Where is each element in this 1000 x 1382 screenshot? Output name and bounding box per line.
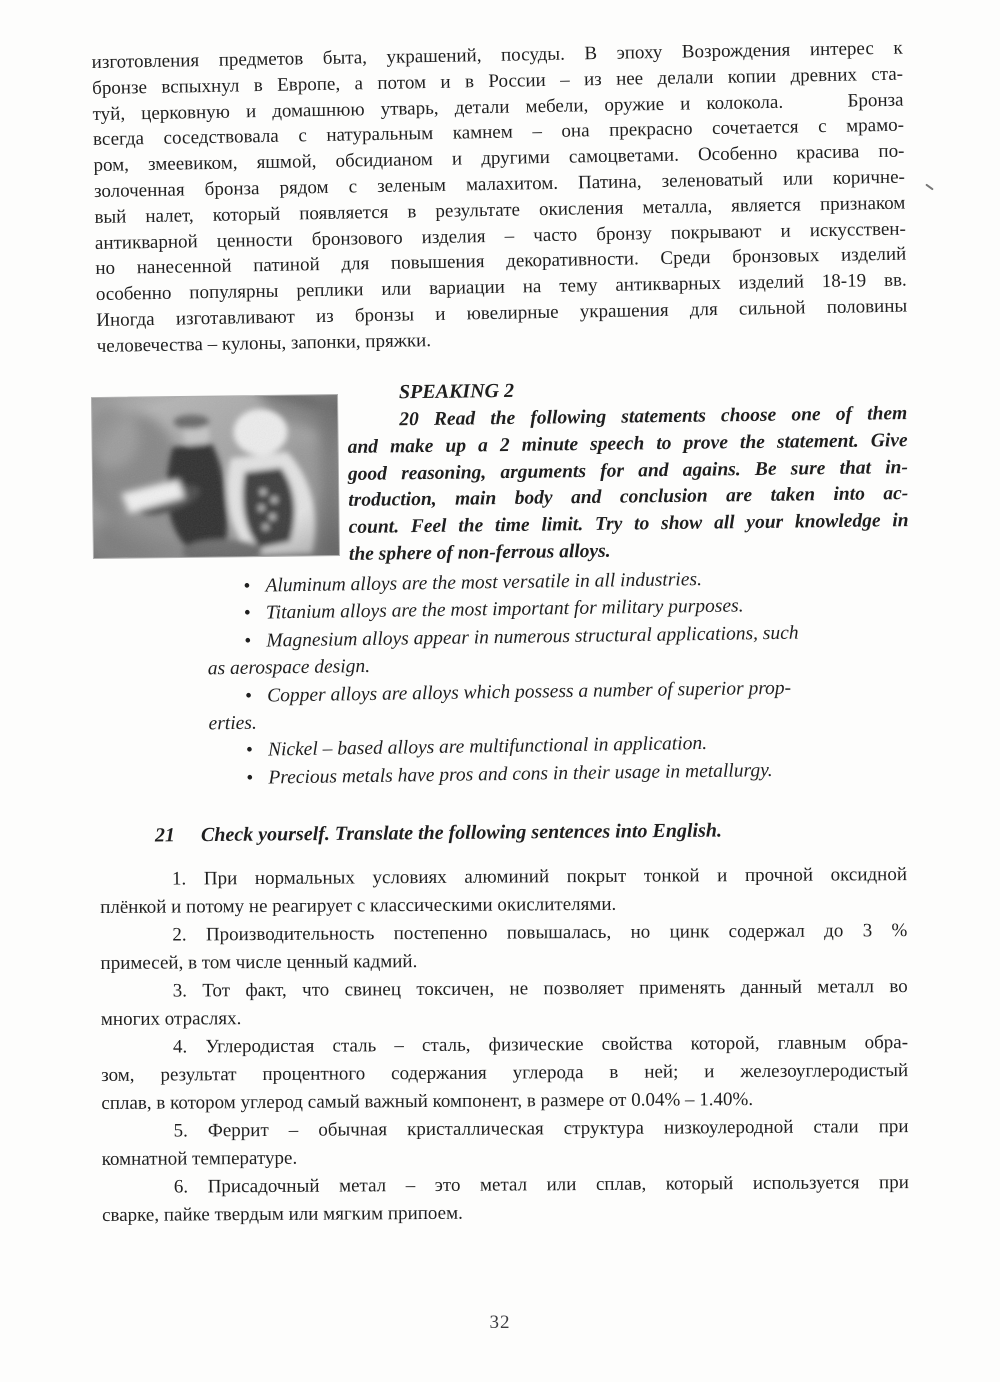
bullet-icon: •: [245, 685, 253, 707]
text-line: 20 Read the following statements choose one of them: [399, 402, 908, 430]
text-line: золоченная бронза рядом с зеленым малахитом. Патина, зеленоватый или коричне-: [93, 166, 906, 203]
text-line: примесей, в том числе ценный кадмий.: [100, 950, 418, 974]
sentence-item: [100, 861, 907, 922]
photo-image: [92, 395, 339, 558]
text-line: 3. Тот факт, что свинец токсичен, не позволяет применять данный металл во: [172, 975, 908, 1002]
bullet-icon: •: [245, 740, 253, 762]
intro-paragraph: [91, 0, 908, 360]
text-line: бронзе вспыхнул в Европе, а потом и в России – из нее делали копии древних ста-: [91, 63, 904, 99]
text-line: 5. Феррит – обычная кристаллическая структура низкоулеродной стали при: [173, 1115, 909, 1142]
text-line: изготовления предметов быта, украшений, посуды. В эпоху Возрождения интерес к: [91, 37, 903, 74]
sentence-item: [101, 973, 908, 1034]
two-costumed-figures-photo: [92, 395, 339, 558]
bullet-icon: •: [244, 630, 252, 652]
text-line: erties.: [208, 713, 257, 735]
text-line: многих отраслях.: [100, 1007, 242, 1030]
text-line: вый налет, который появляется в результате окисления металла, является признаком: [94, 192, 906, 228]
text-line: 4. Углеродистая сталь – сталь, физические свойства которой, главным обра-: [172, 1031, 909, 1058]
text-line: сварке, пайке твердым или мягким припоем.: [101, 1202, 463, 1226]
bullet-icon: •: [243, 576, 251, 598]
text-line: всегда соседствовала с натуральным камнем – она прекрасно сочетается с мрамо-: [92, 114, 905, 151]
statement-list: [95, 563, 909, 794]
text-line: • Aluminum alloys are the most versatile in all industries.: [95, 563, 906, 602]
text-line: сплав, в котором углерод самый важный компонент, в размере от 0.04% – 1.40%.: [101, 1088, 754, 1114]
text-line: 6. Присадочный метал – это метал или сплав, который используется при: [173, 1171, 909, 1198]
task-20-column: [347, 374, 909, 569]
text-line: count. Feel the time limit. Try to show all your knowledge in: [348, 509, 909, 538]
translation-sentences: [96, 853, 909, 1230]
text-line: 2. Производительность постепенно повышалась, но цинк содержал до 3 %: [172, 919, 908, 946]
text-line: плёнкой и потому не реагирует с классическими окислителями.: [100, 893, 617, 918]
text-line: особенно популярны реплики или вариации на тему антикварных изделий 18-19 вв.: [95, 269, 907, 306]
text-line: • Titanium alloys are the most important for military purposes.: [96, 591, 907, 630]
text-line: Иногда изготавливают из бронзы и ювелирные украшения для сильной половины: [96, 295, 908, 331]
text-line: • Nickel – based alloys are multifunctional in application.: [98, 728, 909, 767]
page-number: 32: [489, 1312, 511, 1333]
task-21-title: Check yourself. Translate the following sentences into English.: [200, 819, 723, 846]
text-line: the sphere of non-ferrous alloys.: [348, 540, 611, 565]
text-line: человечества – кулоны, запонки, пряжки.: [96, 329, 432, 357]
task-21-number: 21: [154, 823, 176, 847]
text-line: as aerospace design.: [207, 656, 371, 680]
sentence-item: [100, 917, 907, 978]
speaking-heading: SPEAKING 2: [398, 379, 515, 403]
bullet-icon: •: [243, 603, 251, 625]
sentence-item: [101, 1029, 908, 1118]
task-21-heading: [97, 816, 908, 850]
text-line: • Copper alloys are alloys which possess a number of superior prop-: [97, 673, 908, 712]
text-line: • Precious metals have pros and cons in their usage in metallurgy.: [98, 755, 909, 794]
text-line: комнатной температуре.: [101, 1147, 298, 1170]
sentence-item: [101, 1113, 908, 1174]
bullet-icon: •: [246, 767, 254, 789]
text-line: зом, результат процентного содержания углерода в ней; и железоуглеродистый: [101, 1059, 909, 1086]
text-line: но нанесенной патиной для повышения декоративности. Среди бронзовых изделий: [95, 243, 907, 280]
text-line: ром, змеевиком, яшмой, обсидианом и другими самоцветами. Особенно красива по-: [93, 140, 905, 177]
text-line: good reasoning, arguments for and agains. Be sure that in-: [347, 456, 909, 485]
speaking-section: [96, 374, 909, 572]
sentence-item: [102, 1169, 909, 1230]
text-line: • Magnesium alloys appear in numerous structural applications, such: [96, 618, 907, 657]
text-line: антикварной ценности бронзового изделия – часто бронзу покрывают и искусствен-: [94, 218, 906, 254]
text-line: 1. При нормальных условиях алюминий покрыт тонкой и прочной оксидной: [171, 863, 908, 890]
text-line: туй, церковную и домашнюю утварь, детали мебели, оружие и колокола. Бронза: [92, 89, 904, 125]
text-line: troduction, main body and conclusion are taken into ac-: [348, 483, 909, 511]
task-20-instructions: [347, 401, 909, 569]
text-line: and make up a 2 minute speech to prove the statement. Give: [347, 429, 908, 458]
